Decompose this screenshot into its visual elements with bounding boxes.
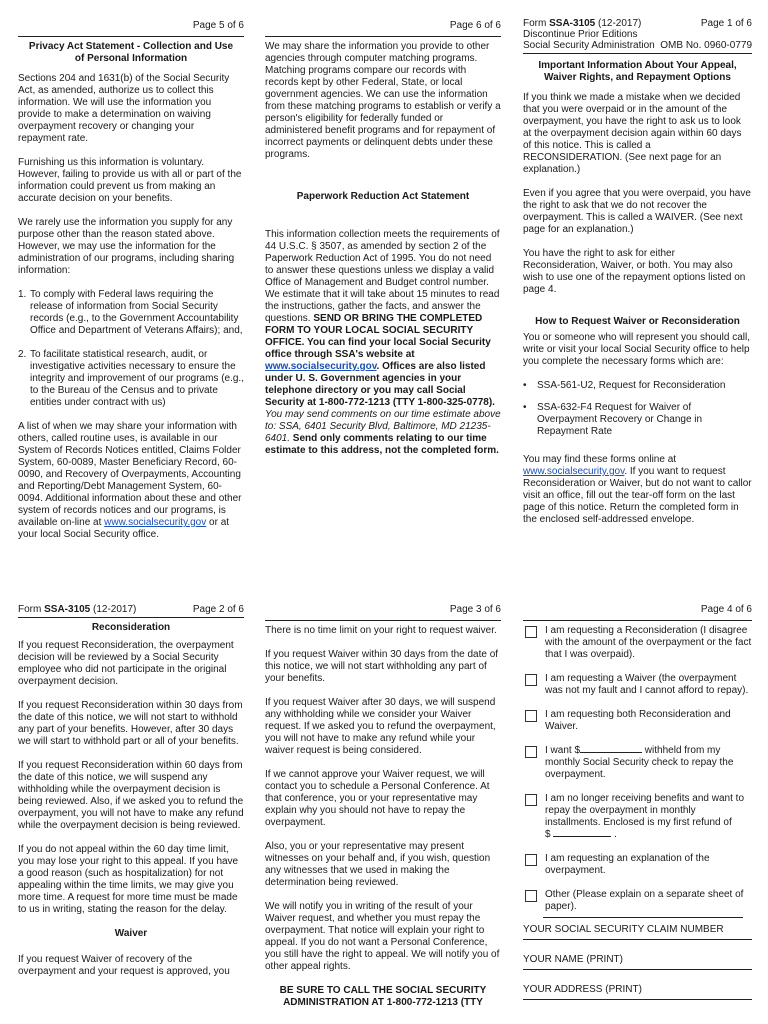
divider (265, 620, 501, 621)
paragraph: This information collection meets the requirements of 44 U.S.C. § 3507, as amended by section 2 of the Paperwork Reduction Act of 1995. You do not need to answer these questions unless we display a valid Office of Management and Budget control number. We estimate that it will take about 15 minutes to read the instructions, gather the facts, and answer the questions. SEND OR BRING THE COMPLETED FORM TO YOUR LOCAL SOCIAL SECURITY OFFICE. You can find your local Social Security office through SSA's website at www.socialsecurity.gov. Offices are also listed under U. S. Government agencies in your telephone directory or you may call Social Security at 1-800-772-1213 (TTY 1-800-325-0778). You may send comments on our time estimate above to: SSA, 6401 Security Blvd, Baltimore, MD 21235-6401. Send only comments relating to our time estimate to this address, not the completed form. (265, 229, 501, 456)
socialsecurity-link[interactable]: www.socialsecurity.gov (265, 361, 377, 372)
waiver-title: Waiver (114, 928, 148, 939)
sharing-list (18, 289, 244, 409)
paragraph: You have the right to ask for either Reconsideration, Waiver, or both. You may also wish to use one of the repayment options listed on page 4. (523, 248, 746, 295)
page-number: Page 5 of 6 (192, 20, 244, 31)
page-6-panel (265, 20, 501, 580)
form-number: SSA-3105 (549, 18, 596, 29)
page-number: Page 4 of 6 (700, 604, 752, 615)
paragraph: If we cannot approve your Waiver request, we will contact you to schedule a Personal Conference. At that conference, you or your representative may explain why you should not have to repay the overpayment. (265, 769, 490, 828)
reconsideration-title: Reconsideration (91, 622, 171, 633)
page-5-panel (18, 20, 244, 580)
divider (265, 36, 501, 37)
claim-number-field[interactable]: YOUR SOCIAL SECURITY CLAIM NUMBER (523, 924, 752, 940)
paragraph: We may share the information you provide to other agencies through computer matching programs. Matching programs compare our records with records kept by other Federal, State, or local government agencies. We can use the information from these matching programs to establish or verify a person's eligibility for federally funded or administered benefit programs and for repayment of incorrect payments or delinquent debts under these programs. (265, 41, 501, 160)
reconsideration-checkbox[interactable] (525, 626, 537, 638)
call-ssa-callout: BE SURE TO CALL THE SOCIAL SECURITY ADMINISTRATION AT 1-800-772-1213 (TTY (279, 985, 487, 1008)
divider (18, 617, 244, 618)
form-header: Form SSA-3105 (12-2017) Page 1 of 6 Discontinue Prior Editions Social Security Administration OMB No. 0960-0779 (523, 18, 752, 51)
option-both: I am requesting both Reconsideration and Waiver. (523, 709, 752, 733)
paperwork-act-title: Paperwork Reduction Act Statement (296, 191, 470, 202)
refund-amount-field[interactable] (553, 836, 611, 837)
option-reconsideration: I am requesting a Reconsideration (I disagree with the amount of the overpayment or the fact that I was overpaid). (523, 625, 752, 661)
option-monthly-installments: I am no longer receiving benefits and want to repay the overpayment in monthly installments. Enclosed is my first refund of $ . (523, 793, 752, 841)
page-3-panel (265, 604, 501, 1024)
paragraph: You may find these forms online at www.socialsecurity.gov. If you want to request Reconsideration or Waiver, but do not want to callor visit an office, fill out the tear-off form on the last page of this notice. Return the completed form in the enclosed self-addressed envelope. (523, 454, 752, 525)
paragraph: If you request Reconsideration within 30 days from the date of this notice, we will not start to withhold any part of your benefits. However, after 30 days we will start to withhold part or all of your benefits. (18, 700, 243, 747)
list-item: • SSA-632-F4 Request for Waiver of Overpayment Recovery or Change in Repayment Rate (523, 402, 703, 437)
page-number: Page 2 of 6 (192, 604, 244, 615)
divider (523, 620, 752, 621)
divider (523, 53, 752, 54)
paragraph: Even if you agree that you were overpaid, you have the right to ask that we do not recover the overpayment. This is called a WAIVER. (See next page for an explanation.) (523, 188, 751, 235)
paragraph: If you request Reconsideration, the overpayment decision will be reviewed by a Social Security employee who did not participate in the original overpayment decision. (18, 640, 234, 687)
name-field[interactable]: YOUR NAME (PRINT) (523, 954, 752, 970)
other-checkbox[interactable] (525, 890, 537, 902)
privacy-act-title: Privacy Act Statement - Collection and Use of Personal Information (28, 41, 234, 64)
paragraph: Also, you or your representative may present witnesses on your behalf and, if you wish, question any witnesses that we used in making the determination being reviewed. (265, 841, 491, 888)
form-header: Form SSA-3105 (12-2017) Page 2 of 6 (18, 604, 244, 615)
explanation-checkbox[interactable] (525, 854, 537, 866)
paragraph: If you request Reconsideration within 60 days from the date of this notice, we will suspend any withholding while the overpayment decision is being reviewed. Also, if we asked you to refund the overpayment, you will not have to make any refund while the overpayment decision is being reviewed. (18, 760, 244, 831)
forms-list (523, 380, 752, 438)
how-to-request-title: How to Request Waiver or Reconsideration (535, 316, 740, 327)
page-number: Page 6 of 6 (449, 20, 501, 31)
paragraph: If you request Waiver of recovery of the overpayment and your request is approved, you (18, 954, 230, 977)
form-number: SSA-3105 (44, 604, 91, 615)
paragraph: A list of when we may share your information with others, called routine uses, is available in our System of Records Notices entitled, Claims Folder System, 60-0089, Master Beneficiary Record, 60-0090, and Recovery of Overpayments, Accounting and Reporting/Debt Management System, 60-0094. Additional information about these and other system of records notices and our programs, is available on-line at www.socialsecurity.gov or at your local Social Security office. (18, 421, 242, 540)
list-item: 2. To facilitate statistical research, audit, or investigative activities necessary to ensure the integrity and improvement of our programs (e.g., to the Bureau of the Census and to private entities under contract with us) (18, 349, 244, 408)
paragraph: There is no time limit on your right to request waiver. (265, 625, 497, 636)
withhold-checkbox[interactable] (525, 746, 537, 758)
paragraph: If you request Waiver within 30 days from the date of this notice, we will not start withholding any part of your benefits. (265, 649, 499, 684)
socialsecurity-link[interactable]: www.socialsecurity.gov (104, 517, 207, 528)
omb-number: OMB No. 0960-0779 (660, 40, 752, 51)
withhold-amount-field[interactable] (580, 752, 642, 753)
option-explanation: I am requesting an explanation of the overpayment. (523, 853, 752, 877)
discontinue-note: Discontinue Prior Editions (523, 29, 638, 40)
address-field[interactable]: YOUR ADDRESS (PRINT) (523, 984, 752, 1000)
page-number: Page 1 of 6 (700, 18, 752, 29)
option-withhold-amount: I want $ withheld from my monthly Social Security check to repay the overpayment. (523, 745, 752, 781)
list-item: • SSA-561-U2, Request for Reconsideration (523, 380, 726, 391)
paragraph: We will notify you in writing of the result of your Waiver request, and whether you must repay the overpayment. That notice will explain your right to appeal. If you do not want a Personal Conference, you still have the right to appeal. We will notify you of other appeal rights. (265, 901, 500, 972)
paragraph: We rarely use the information you supply for any purpose other than the reason stated above. However, we may use the information for the administration of our programs, including sharing information: (18, 217, 235, 276)
agency-name: Social Security Administration (523, 40, 655, 51)
option-other: Other (Please explain on a separate sheet of paper). (523, 889, 752, 913)
divider (18, 36, 244, 37)
option-waiver: I am requesting a Waiver (the overpayment was not my fault and I cannot afford to repay). (523, 673, 752, 697)
installments-checkbox[interactable] (525, 794, 537, 806)
paragraph: Sections 204 and 1631(b) of the Social Security Act, as amended, authorize us to collect this information. We will use the information you provide to make a determination on waiving overpayment recovery or changing your repayment rate. (18, 73, 230, 144)
paragraph: If you request Waiver after 30 days, we will suspend any withholding while we consider your Waiver request. If we asked you to refund the overpayment, you will not have to make any refund while your waiver request is being considered. (265, 697, 496, 756)
paragraph: You or someone who will represent you should call, write or visit your local Social Security office to help you complete the necessary forms which are: (523, 332, 750, 367)
other-line[interactable] (543, 917, 743, 918)
socialsecurity-link[interactable]: www.socialsecurity.gov (523, 466, 625, 477)
appeal-info-title: Important Information About Your Appeal, Waiver Rights, and Repayment Options (538, 60, 737, 83)
page-4-panel (523, 604, 752, 1024)
waiver-checkbox[interactable] (525, 674, 537, 686)
paragraph: If you do not appeal within the 60 day time limit, you may lose your right to this appeal. If you have a good reason (such as hospitalization) for not appealing within the time limits, we may give you more time. A request for more time must be made to us in writing, stating the reason for the delay. (18, 844, 239, 915)
page-2-panel (18, 604, 244, 1024)
paragraph: If you think we made a mistake when we decided that you were overpaid or in the amount of the overpayment, you have the right to ask us to look at the overpayment decision again within 60 days of this notice. This is called a RECONSIDERATION. (See next page for an explanation.) (523, 92, 742, 175)
both-checkbox[interactable] (525, 710, 537, 722)
page-1-panel (523, 18, 752, 578)
paragraph: Furnishing us this information is voluntary. However, failing to provide us with all or part of the information could prevent us from making an accurate decision on your benefits. (18, 157, 242, 204)
list-item: 1. To comply with Federal laws requiring the release of information from Social Security records (e.g., to the Government Accountability Office and Department of Veterans Affairs); and, (18, 289, 243, 336)
page-number: Page 3 of 6 (449, 604, 501, 615)
